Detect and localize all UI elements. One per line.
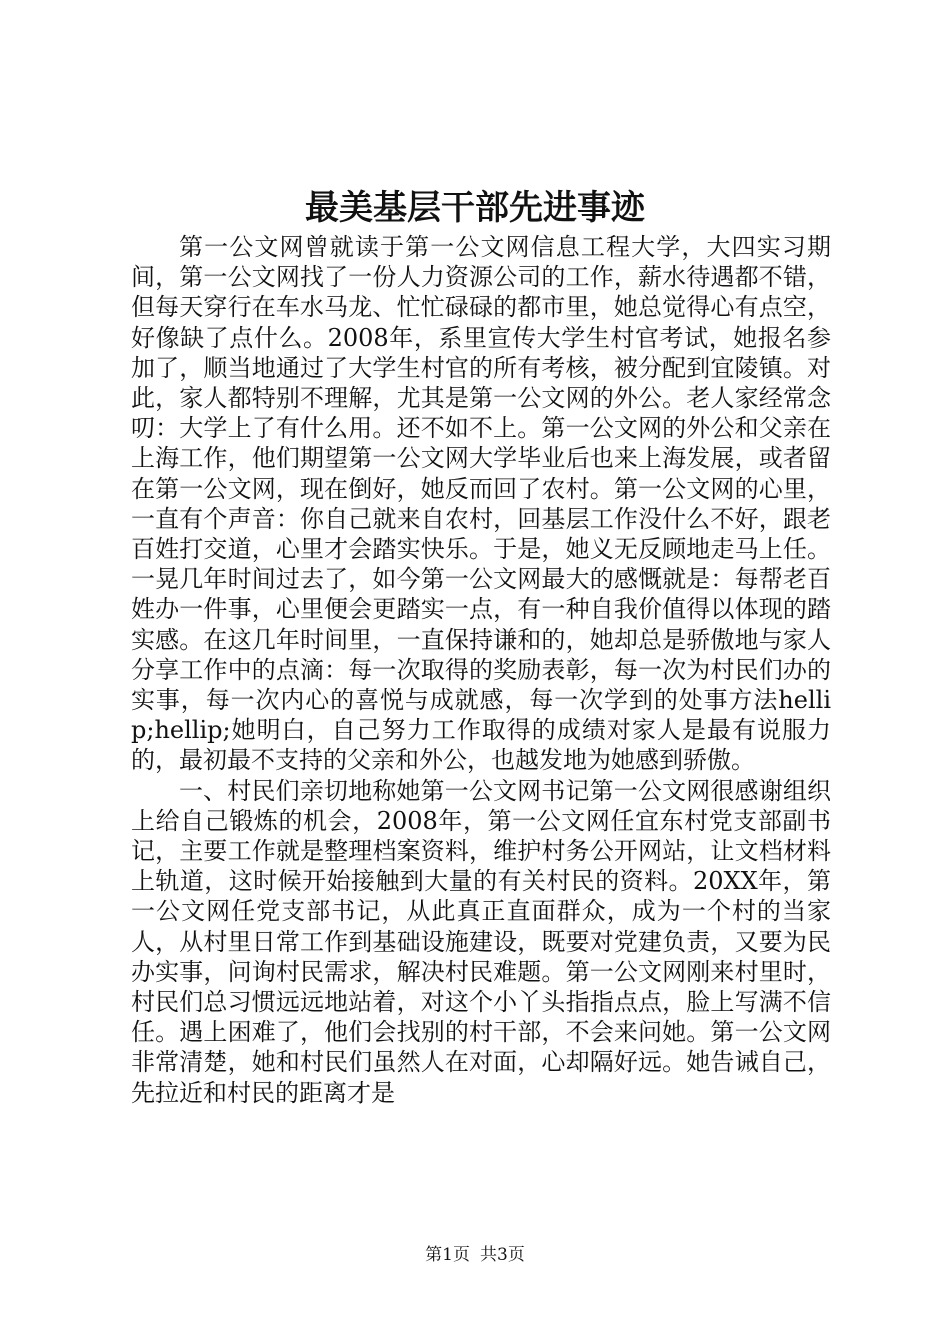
page-number: 第1页 — [425, 1245, 470, 1265]
paragraph-1: 第一公文网曾就读于第一公文网信息工程大学，大四实习期间，第一公文网找了一份人力资源公司的工作，薪水待遇都不错，但每天穿行在车水马龙、忙忙碌碌的都市里，她总觉得心有点空，好像缺了点什么。2008年，系里宣传大学生村官考试，她报名参加了，顺当地通过了大学生村官的所有考核，被分配到宜陵镇。对此，家人都特别不理解，尤其是第一公文网的外公。老人家经常念叨：大学上了有什么用。还不如不上。第一公文网的外公和父亲在上海工作，他们期望第一公文网大学毕业后也来上海发展，或者留在第一公文网，现在倒好，她反而回了农村。第一公文网的心里，一直有个声音：你自己就来自农村，回基层工作没什么不好，跟老百姓打交道，心里才会踏实快乐。于是，她义无反顾地走马上任。一晃几年时间过去了，如今第一公文网最大的感慨就是：每帮老百姓办一件事，心里便会更踏实一点，有一种自我价值得以体现的踏实感。在这几年时间里，一直保持谦和的，她却总是骄傲地与家人分享工作中的点滴：每一次取得的奖励表彰，每一次为村民们办的实事，每一次内心的喜悦与成就感，每一次学到的处事方法hellip;hellip;她明白，自己努力工作取得的成绩对家人是最有说服力的，最初最不支持的父亲和外公，也越发地为她感到骄傲。 — [131, 233, 831, 775]
page-total: 共3页 — [480, 1245, 525, 1265]
page-footer — [0, 1244, 950, 1266]
paragraph-2: 一、村民们亲切地称她第一公文网书记第一公文网很感谢组织上给自己锻炼的机会，2008年，第一公文网任宜东村党支部副书记，主要工作就是整理档案资料，维护村务公开网站，让文档材料上轨道，这时候开始接触到大量的有关村民的资料。20XX年，第一公文网任党支部书记，从此真正直面群众，成为一个村的当家人，从村里日常工作到基础设施建设，既要对党建负责，又要为民办实事，问询村民需求，解决村民难题。第一公文网刚来村里时，村民们总习惯远远地站着，对这个小丫头指指点点，脸上写满不信任。遇上困难了，他们会找别的村干部，不会来问她。第一公文网非常清楚，她和村民们虽然人在对面，心却隔好远。她告诫自己，先拉近和村民的距离才是 — [131, 776, 831, 1107]
document-body — [131, 232, 831, 1108]
document-title: 最美基层干部先进事迹 — [305, 188, 645, 228]
